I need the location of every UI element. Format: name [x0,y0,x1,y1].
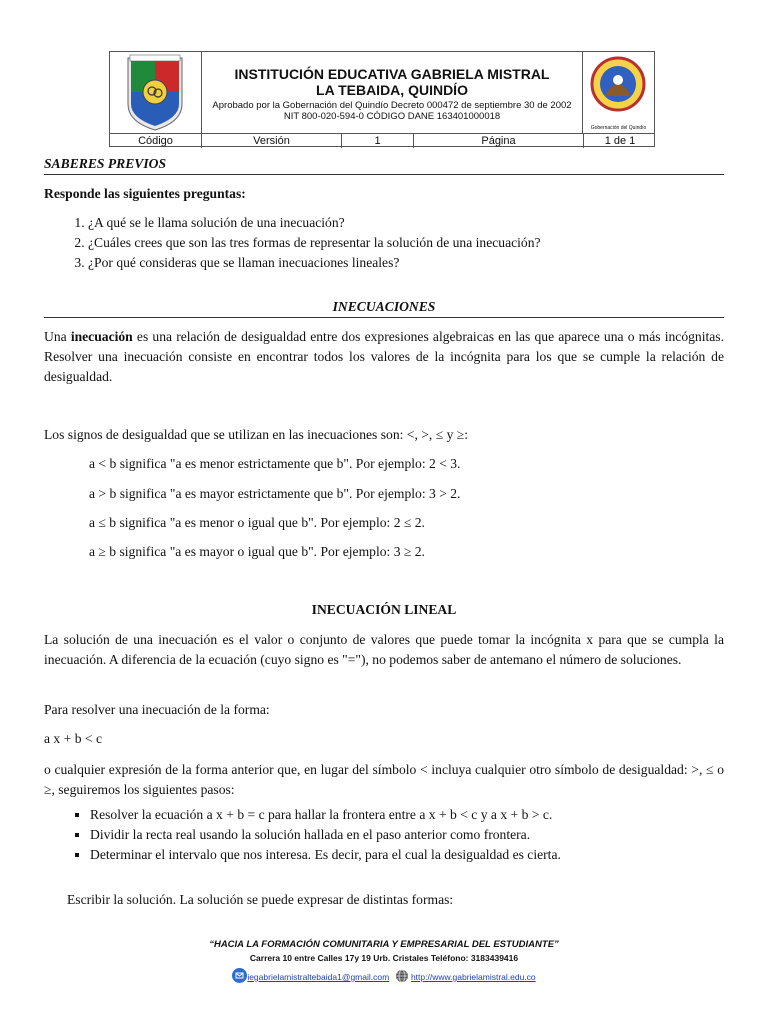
inequality-form: a x + b < c [44,731,102,746]
list-item: 3. ¿Por qué consideras que se llaman inecuaciones lineales? [88,253,728,273]
globe-icon [395,969,409,983]
inecuacion-lineal-heading: INECUACIÓN LINEAL [311,602,457,617]
nit-dane-codes: NIT 800-020-594-0 CÓDIGO DANE 163401000018 [283,111,501,122]
pagina-label: Página [414,134,584,148]
lineal-paragraph-1: La solución de una inecuación es el valor o conjunto de valores que puede tomar la incógnita x para que se cumpla la inecuación. A diferencia de la ecuación (cuyo signo es "="), no podemos saber de antemano el número de soluciones. [44,632,724,667]
footer-address: Carrera 10 entre Calles 17y 19 Urb. Cristales Teléfono: 3183439416 [249,953,519,963]
email-icon [232,968,247,983]
section-divider [44,317,724,318]
sign-example: a > b significa "a es mayor estrictamente que b". Por ejemplo: 3 > 2. [89,486,461,501]
list-item: 1. ¿A qué se le llama solución de una inecuación? [88,213,728,233]
lineal-paragraph-2: Para resolver una inecuación de la forma: [44,702,270,717]
inecuacion-definition [44,327,724,387]
list-item: ▪ Resolver la ecuación a x + b = c para hallar la frontera entre a x + b < c y a x + b > c. [90,805,724,825]
inecuaciones-heading: INECUACIONES [332,299,436,314]
document-header [109,51,655,147]
questions-prompt: Responde las siguientes preguntas: [44,186,246,201]
school-crest-logo [110,52,202,133]
codigo-label: Código [110,134,202,148]
list-item: 2. ¿Cuáles crees que son las tres formas de representar la solución de una inecuación? [88,233,728,253]
definition-term: inecuación [70,329,133,344]
version-label: Versión [202,134,342,148]
definition-text: Una [44,329,71,344]
header-metadata-row [110,133,654,148]
approval-decree: Aprobado por la Gobernación del Quindío Decreto 000472 de septiembre 30 de 2002 [212,100,572,111]
footer-contacts [0,970,768,985]
sign-example: a ≤ b significa "a es menor o igual que b". Por ejemplo: 2 ≤ 2. [89,515,425,530]
footer-motto: “HACIA LA FORMACIÓN COMUNITARIA Y EMPRESARIAL DEL ESTUDIANTE” [209,939,559,950]
lineal-paragraph-4: Escribir la solución. La solución se puede expresar de distintas formas: [67,892,454,907]
version-value: 1 [342,134,414,148]
email-link[interactable]: iegabrielamistraltebaida1@gmail.com [247,971,390,982]
lineal-paragraph-3: o cualquier expresión de la forma anterior que, en lugar del símbolo < incluya cualquier otro símbolo de desigualdad: >, ≤ o ≥, seguiremos los siguientes pasos: [44,762,724,797]
list-item: ▪ Determinar el intervalo que nos interesa. Es decir, para el cual la desigualdad es cierta. [90,845,724,865]
institution-name: INSTITUCIÓN EDUCATIVA GABRIELA MISTRAL [234,66,550,82]
governorate-seal-logo [582,52,654,133]
sign-example: a < b significa "a es menor estrictamente que b". Por ejemplo: 2 < 3. [89,456,461,471]
section-divider [44,174,724,175]
institution-location: LA TEBAIDA, QUINDÍO [316,82,468,98]
sign-example: a ≥ b significa "a es mayor o igual que b". Por ejemplo: 3 ≥ 2. [89,544,425,559]
website-link[interactable]: http://www.gabrielamistral.edu.co [410,971,536,982]
questions-list [44,213,728,273]
signs-intro: Los signos de desigualdad que se utilizan en las inecuaciones son: <, >, ≤ y ≥: [44,427,469,442]
governorate-caption: Gobernación del Quindío [590,125,647,131]
list-item: ▪ Dividir la recta real usando la solución hallada en el paso anterior como frontera. [90,825,724,845]
saberes-previos-heading: SABERES PREVIOS [44,156,167,171]
pagina-value: 1 de 1 [604,135,636,147]
steps-list [44,805,724,865]
definition-text: es una relación de desigualdad entre dos expresiones algebraicas en las que aparece una o más incógnitas. Resolver una inecuación consiste en encontrar todos los valores de la incógnita para los que se cumple la relación de desigualdad. [44,329,724,384]
header-title-block [202,52,582,133]
